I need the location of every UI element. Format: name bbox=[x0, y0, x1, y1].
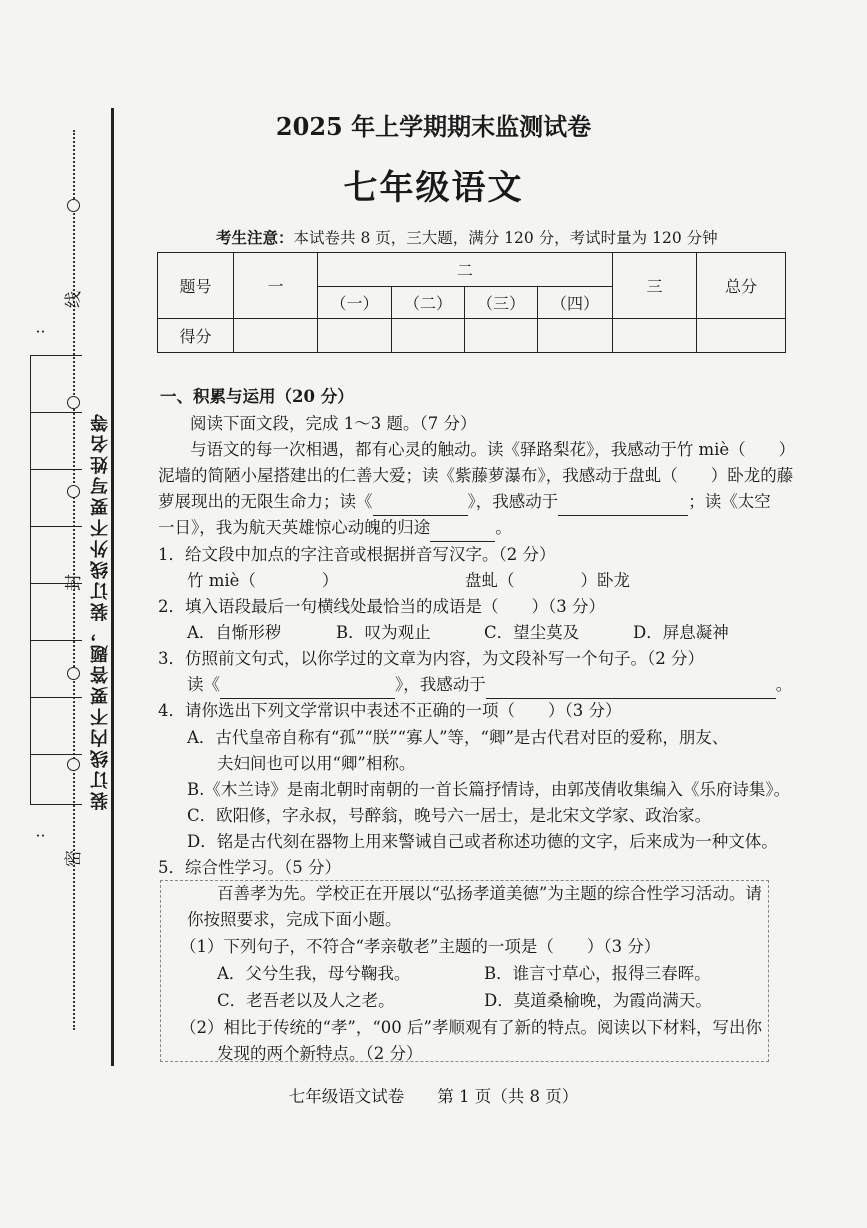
score-table-header-label: 题号 bbox=[158, 253, 234, 319]
passage-text: 。 bbox=[495, 518, 512, 537]
label-colon: : bbox=[29, 328, 49, 335]
score-table-col-total: 总分 bbox=[697, 253, 786, 319]
q4-option-a[interactable]: A．古代皇帝自称有“孤”“朕”“寡人”等，“卿”是古代君对臣的爱称，朋友、 bbox=[187, 728, 729, 747]
passage-line: 泥墙的简陋小屋搭建出的仁善大爱；读《紫藤萝瀑布》，我感动于盘虬（ ）卧龙的藤 bbox=[158, 466, 794, 485]
q5-intro: 你按照要求，完成下面小题。 bbox=[187, 910, 402, 929]
question-3: 3．仿照前文句式，以你学过的文章为内容，为文段补写一个句子。（2 分） bbox=[158, 649, 704, 668]
score-table-subcol: （一） bbox=[318, 287, 392, 319]
score-cell[interactable] bbox=[538, 319, 613, 353]
passage-text: ；读《太空 bbox=[688, 492, 771, 511]
student-info-line bbox=[30, 754, 82, 755]
binding-circle bbox=[67, 667, 80, 680]
q3-text: 。 bbox=[775, 675, 793, 694]
student-info-line bbox=[30, 640, 82, 641]
section-intro: 阅读下面文段，完成 1～3 题。（7 分） bbox=[190, 414, 477, 433]
passage-text: 萝展现出的无限生命力；读《 bbox=[158, 492, 373, 511]
q5-sub1-option-c[interactable]: C．老吾老以及人之老。 bbox=[217, 991, 395, 1010]
exam-title: 2025 年上学期期末监测试卷 bbox=[275, 112, 592, 141]
passage-text: 》，我感动于 bbox=[467, 492, 559, 511]
q5-sub1-option-d[interactable]: D．莫道桑榆晚，为霞尚满天。 bbox=[484, 991, 712, 1010]
notice-text: 本试卷共 8 页，三大题，满分 120 分，考试时量为 120 分钟 bbox=[293, 229, 718, 247]
q3-text: 读《 bbox=[187, 675, 220, 694]
question-1-part-b[interactable]: 盘虬（ ）卧龙 bbox=[465, 571, 630, 590]
binding-circle bbox=[67, 758, 80, 771]
question-4: 4．请你选出下列文学常识中表述不正确的一项（ ）（3 分） bbox=[158, 701, 622, 720]
question-3-answer-line bbox=[187, 671, 792, 699]
binding-warning: 装订线内不要答题，装订线外不要写姓名等 bbox=[90, 411, 111, 810]
score-table-col-two: 二 bbox=[318, 253, 613, 287]
section-heading: 一、积累与运用（20 分） bbox=[160, 387, 354, 406]
q4-option-d[interactable]: D．铭是古代刻在器物上用来警诫自己或者称述功德的文字，后来成为一种文体。 bbox=[187, 832, 778, 851]
q5-intro: 百善孝为先。学校正在开展以“弘扬孝道美德”为主题的综合性学习活动。请 bbox=[217, 884, 762, 903]
q5-sub1: （1）下列句子，不符合“孝亲敬老”主题的一项是（ ）（3 分） bbox=[180, 937, 661, 956]
score-cell[interactable] bbox=[613, 319, 697, 353]
binding-char-xian: 线 bbox=[64, 291, 84, 308]
binding-char-feng: 封 bbox=[64, 574, 84, 591]
score-table-subcol: （三） bbox=[465, 287, 538, 319]
student-info-line bbox=[30, 355, 82, 356]
question-5: 5．综合性学习。（5 分） bbox=[158, 858, 341, 877]
option-b[interactable]: B．叹为观止 bbox=[336, 623, 431, 642]
score-table bbox=[157, 252, 786, 353]
answer-blank[interactable] bbox=[558, 497, 688, 516]
option-d[interactable]: D．屏息凝神 bbox=[633, 623, 729, 642]
answer-blank[interactable] bbox=[430, 523, 495, 542]
q3-text: 》，我感动于 bbox=[395, 675, 486, 694]
student-info-line bbox=[30, 412, 82, 413]
score-table-subcol: （二） bbox=[392, 287, 465, 319]
passage-line bbox=[158, 488, 771, 516]
option-c[interactable]: C．望尘莫及 bbox=[484, 623, 580, 642]
passage-text: 一日》，我为航天英雄惊心动魄的归途 bbox=[158, 518, 431, 537]
binding-circle bbox=[67, 485, 80, 498]
binding-char-mi: 密 bbox=[64, 850, 84, 867]
student-info-line bbox=[30, 804, 82, 805]
passage-line bbox=[158, 514, 512, 542]
student-info-line bbox=[30, 583, 82, 584]
score-table-col-three: 三 bbox=[613, 253, 697, 319]
exam-notice bbox=[216, 226, 718, 248]
question-1: 1．给文段中加点的字注音或根据拼音写汉字。（2 分） bbox=[158, 545, 556, 564]
passage-line: 与语文的每一次相遇，都有心灵的触动。读《驿路梨花》，我感动于竹 miè（ ） bbox=[190, 440, 796, 459]
question-2: 2．填入语段最后一句横线处最恰当的成语是（ ）（3 分） bbox=[158, 597, 605, 616]
score-table-subcol: （四） bbox=[538, 287, 613, 319]
option-a[interactable]: A．自惭形秽 bbox=[187, 623, 282, 642]
score-cell[interactable] bbox=[697, 319, 786, 353]
label-colon: : bbox=[29, 832, 49, 839]
score-cell[interactable] bbox=[465, 319, 538, 353]
q4-option-a-cont: 夫妇间也可以用“卿”相称。 bbox=[217, 754, 416, 773]
score-cell[interactable] bbox=[234, 319, 318, 353]
q5-sub2-cont: 发现的两个新特点。（2 分） bbox=[217, 1044, 423, 1063]
student-info-line bbox=[30, 526, 82, 527]
page-footer: 七年级语文试卷 第 1 页（共 8 页） bbox=[288, 1087, 579, 1106]
question-1-part-a[interactable]: 竹 miè（ ） bbox=[187, 571, 339, 590]
student-info-line bbox=[30, 697, 82, 698]
score-cell[interactable] bbox=[318, 319, 392, 353]
subject-title: 七年级语文 bbox=[343, 168, 524, 208]
score-table-row-label: 得分 bbox=[158, 319, 234, 353]
notice-label: 考生注意： bbox=[216, 228, 294, 247]
q5-sub1-option-a[interactable]: A．父兮生我，母兮鞠我。 bbox=[217, 964, 411, 983]
binding-circle bbox=[67, 396, 80, 409]
q4-option-c[interactable]: C．欧阳修，字永叔，号醉翁，晚号六一居士，是北宋文学家、政治家。 bbox=[187, 806, 712, 825]
q4-option-b[interactable]: B.《木兰诗》是南北朝时南朝的一首长篇抒情诗，由郭茂倩收集编入《乐府诗集》。 bbox=[187, 780, 791, 799]
score-table-col-one: 一 bbox=[234, 253, 318, 319]
q5-sub2: （2）相比于传统的“孝”，“00 后”孝顺观有了新的特点。阅读以下材料，写出你 bbox=[180, 1018, 762, 1037]
student-info-border bbox=[30, 355, 31, 805]
q5-sub1-option-b[interactable]: B．谁言寸草心，报得三春晖。 bbox=[484, 964, 711, 983]
score-cell[interactable] bbox=[392, 319, 465, 353]
student-info-line bbox=[30, 469, 82, 470]
